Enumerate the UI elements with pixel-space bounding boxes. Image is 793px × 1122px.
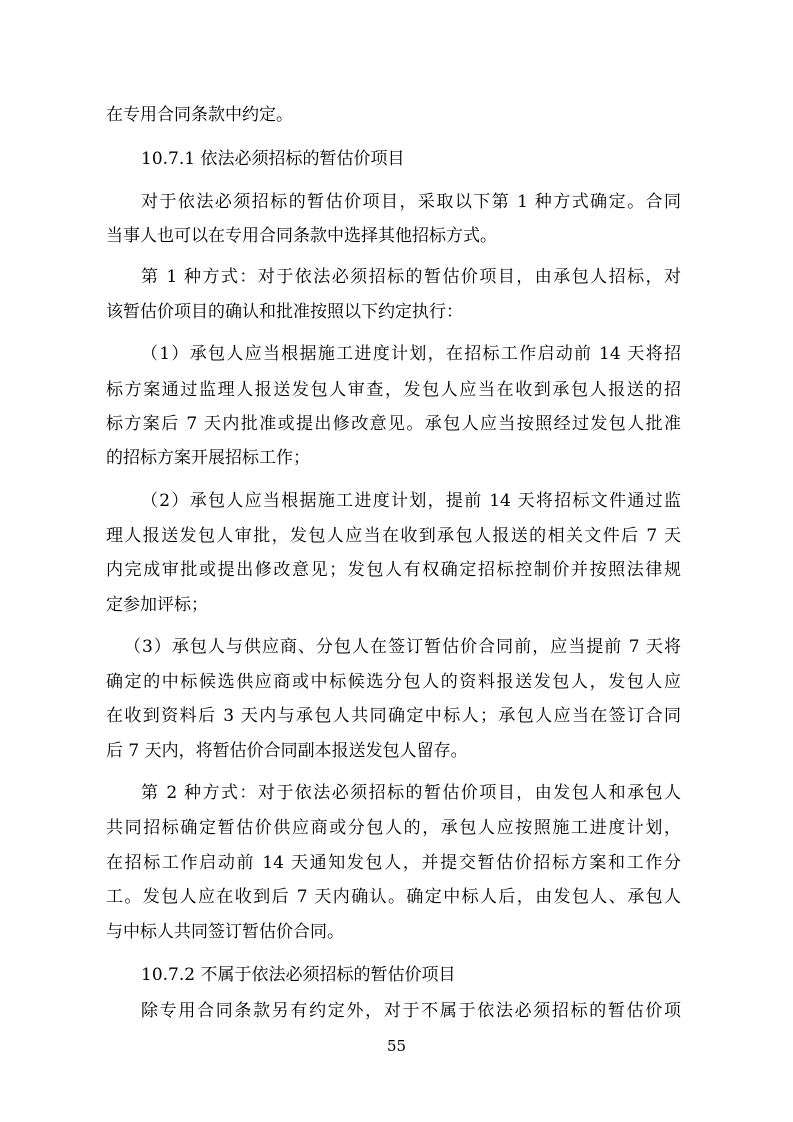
paragraph-line: 确定的中标候选供应商或中标候选分包人的资料报送发包人，发包人应 — [106, 672, 681, 692]
paragraph-line: 标方案通过监理人报送发包人审查，发包人应当在收到承包人报送的招 — [106, 380, 681, 400]
paragraph-line: 的招标方案开展招标工作； — [106, 448, 310, 468]
paragraph-line: 在招标工作启动前 14 天通知发包人，并提交暂估价招标方案和工作分 — [106, 853, 681, 873]
paragraph-line: 该暂估价项目的确认和批准按照以下约定执行： — [106, 302, 463, 322]
section-heading-10-7-1: 10.7.1 依法必须招标的暂估价项目 — [141, 149, 405, 169]
paragraph-line: 第 2 种方式：对于依法必须招标的暂估价项目，由发包人和承包人 — [141, 783, 681, 803]
paragraph-line: 后 7 天内，将暂估价合同副本报送发包人留存。 — [106, 741, 468, 761]
paragraph-line: 标方案后 7 天内批准或提出修改意见。承包人应当按照经过发包人批准 — [106, 414, 681, 434]
paragraph-line: （2）承包人应当根据施工进度计划，提前 14 天将招标文件通过监 — [141, 491, 681, 511]
paragraph-line: 工。发包人应在收到后 7 天内确认。确定中标人后，由发包人、承包人 — [106, 887, 681, 907]
paragraph-line: 第 1 种方式：对于依法必须招标的暂估价项目，由承包人招标，对 — [141, 267, 681, 287]
paragraph-line: 在收到资料后 3 天内与承包人共同确定中标人；承包人应当在签订合同 — [106, 706, 681, 726]
paragraph-line: （1）承包人应当根据施工进度计划，在招标工作启动前 14 天将招 — [141, 344, 681, 364]
paragraph-line: 共同招标确定暂估价供应商或分包人的，承包人应按照施工进度计划， — [106, 818, 681, 838]
paragraph-line: 与中标人共同签订暂估价合同。 — [106, 922, 344, 942]
paragraph-line: 当事人也可以在专用合同条款中选择其他招标方式。 — [106, 226, 497, 246]
paragraph-line: （3）承包人与供应商、分包人在签订暂估价合同前，应当提前 7 天将 — [124, 637, 681, 657]
paragraph-line: 定参加评标； — [106, 595, 208, 615]
section-heading-10-7-2: 10.7.2 不属于依法必须招标的暂估价项目 — [141, 965, 456, 985]
paragraph-line: 对于依法必须招标的暂估价项目，采取以下第 1 种方式确定。合同 — [141, 192, 681, 212]
paragraph-line: 除专用合同条款另有约定外，对于不属于依法必须招标的暂估价项 — [141, 1001, 681, 1021]
paragraph-line: 内完成审批或提出修改意见；发包人有权确定招标控制价并按照法律规 — [106, 560, 681, 580]
paragraph-line: 在专用合同条款中约定。 — [106, 105, 293, 125]
paragraph-line: 理人报送发包人审批，发包人应当在收到承包人报送的相关文件后 7 天 — [106, 526, 681, 546]
page-number: 55 — [386, 1037, 407, 1055]
